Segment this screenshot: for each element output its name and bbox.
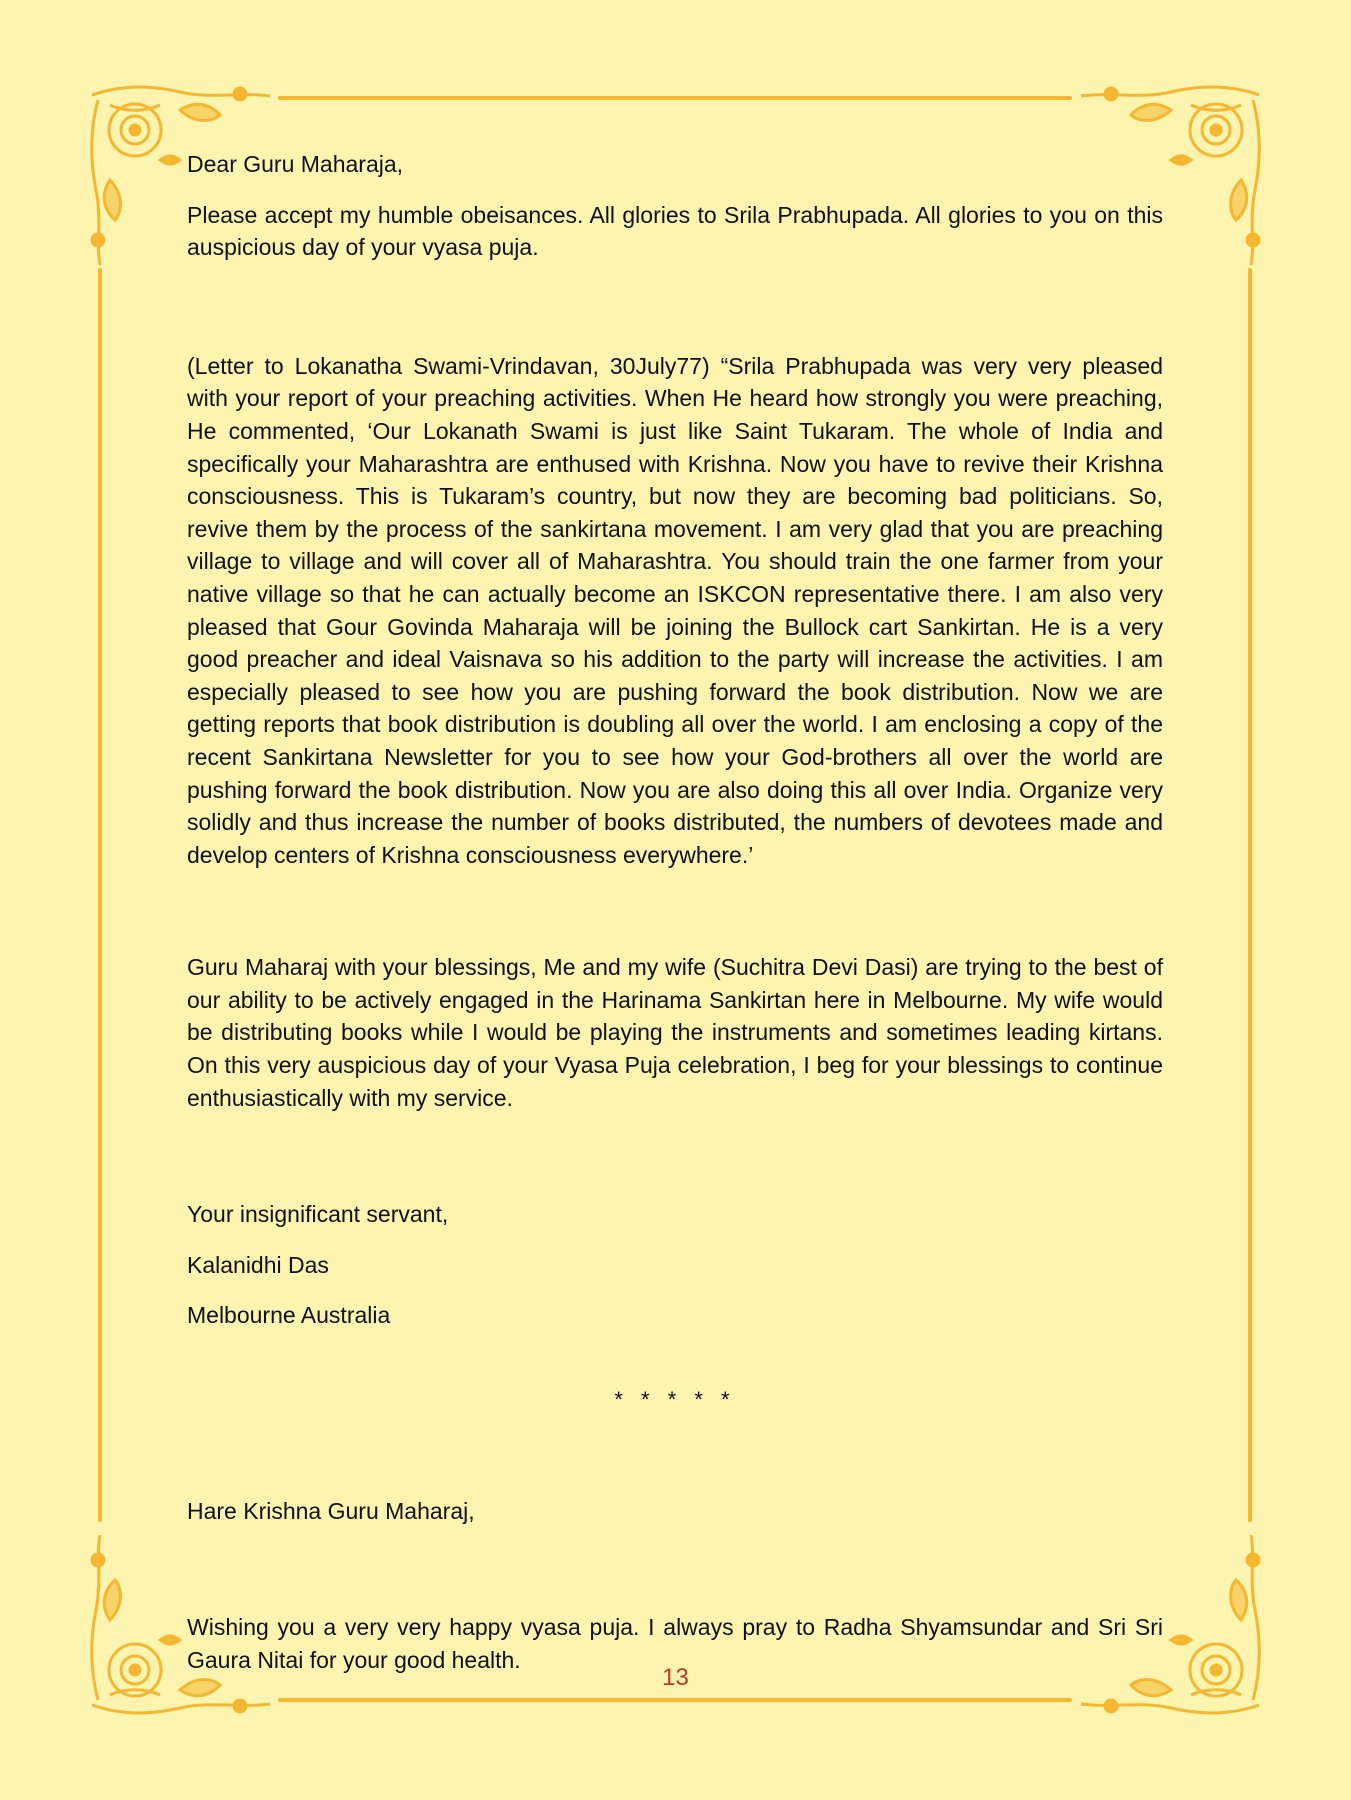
blessings-paragraph: Guru Maharaj with your blessings, Me and my wife (Suchitra Devi Dasi) are trying to the best of our ability to be actively engaged in the Harinama Sankirtan here in Melbourne. My wife would be distributing books while I would be playing the instruments and sometimes leading kirtans. On this very auspicious day of your Vyasa Puja celebration, I beg for your blessings to continue enthusiastically with my service. (187, 954, 1163, 1111)
intro-paragraph: Please accept my humble obeisances. All glories to Srila Prabhupada. All glories to you on this auspicious day of your vyasa puja. (187, 201, 1163, 261)
section-divider: * * * * * (614, 1387, 736, 1413)
second-salutation: Hare Krishna Guru Maharaj, (187, 1497, 475, 1524)
wish-paragraph: Wishing you a very very happy vyasa puja. I always pray to Radha Shyamsundar and Sri Sri Gaura Nitai for your good health. (187, 1614, 1163, 1673)
signature-location: Melbourne Australia (187, 1302, 391, 1329)
signature-name: Kalanidhi Das (187, 1251, 329, 1278)
closing-line: Your insignificant servant, (187, 1201, 449, 1228)
page-number: 13 (662, 1664, 689, 1691)
letter-content (187, 148, 1163, 1676)
quote-paragraph: (Letter to Lokanatha Swami-Vrindavan, 30July77) “Srila Prabhupada was very very pleased with your report of your preaching activities. When He heard how strongly you were preaching, He commented, ‘Our Lokanath Swami is just like Saint Tukaram. The whole of India and specifically your Maharashtra are enthused with Krishna. Now you have to revive their Krishna consciousness. This is Tukaram’s country, but now they are becoming bad politicians. So, revive them by the process of the sankirtana movement. I am very glad that you are preaching village to village and will cover all of Maharashtra. You should train the one farmer from your native village so that he can actually become an ISKCON representative there. I am also very pleased that Gour Govinda Maharaja will be joining the Bullock cart Sankirtan. He is a very good preacher and ideal Vaisnava so his addition to the party will increase the activities. I am especially pleased to see how you are pushing forward the book distribution. Now we are getting reports that book distribution is doubling all over the world. I am enclosing a copy of the recent Sankirtana Newsletter for you to see how your God-brothers all over the world are pushing forward the book distribution. Now you are also doing this all over India. Organize very solidly and thus increase the number of books distributed, the numbers of devotees made and develop centers of Krishna consciousness everywhere.’ (187, 352, 1163, 868)
salutation: Dear Guru Maharaja, (187, 151, 404, 177)
